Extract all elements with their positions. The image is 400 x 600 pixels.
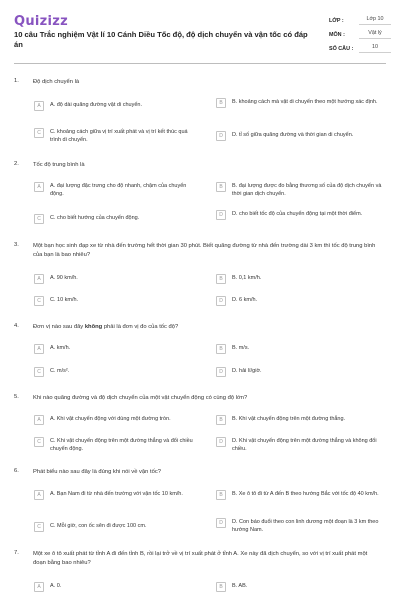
option-letter-box: D — [216, 131, 226, 141]
option-text: B. AB. — [232, 583, 248, 589]
question-number: 6. — [14, 468, 19, 474]
option-text: B. 0,1 km/h. — [232, 275, 262, 281]
option-text: C. cho biết hướng của chuyển động. — [50, 215, 140, 221]
meta-grade-value: Lớp 10 — [359, 16, 391, 25]
option-letter-box: A — [34, 344, 44, 354]
option-text: D. Khi vật chuyển động trên một đường thẳng và không đổi chiều. — [232, 438, 377, 453]
option-letter-box: D — [216, 437, 226, 447]
option-letter-box: A — [34, 182, 44, 192]
option-text: D. hải lí/giờ. — [232, 368, 262, 374]
option-letter-box: B — [216, 582, 226, 592]
option-text: B. Khi vật chuyển động trên một đường thẳng. — [232, 416, 346, 422]
option-letter-box: C — [34, 522, 44, 532]
option-text: C. 10 km/h. — [50, 297, 79, 303]
question-text-post: phải là đơn vị đo của tốc độ? — [102, 324, 179, 330]
option-text: D. Con báo đuổi theo con linh dương một đoạn là 3 km theo hướng Nam. — [232, 519, 379, 534]
question-number: 7. — [14, 550, 19, 556]
option-letter-box: D — [216, 367, 226, 377]
option-letter-box: B — [216, 98, 226, 108]
question-text: Một xe ô tô xuất phát từ tỉnh A đi đến tỉnh B, rồi lại trở về vị trí xuất phát ở tỉnh A. Xe này đã dịch chuyển, so với vị trí xuất phát một đoạn bằng bao nhiêu? — [33, 551, 368, 566]
option-text: B. khoảng cách mà vật di chuyển theo một hướng xác định. — [232, 99, 378, 105]
meta-count-label: SỐ CÂU : — [329, 46, 354, 52]
option-text: D. 6 km/h. — [232, 297, 258, 303]
option-text: D. tỉ số giữa quãng đường và thời gian di chuyển. — [232, 132, 354, 138]
option-text: B. Xe ô tô đi từ A đến B theo hướng Bắc với tốc độ 40 km/h. — [232, 491, 379, 497]
option-letter-box: C — [34, 367, 44, 377]
option-letter-box: A — [34, 490, 44, 500]
option-letter-box: C — [34, 128, 44, 138]
header — [0, 0, 400, 60]
option-letter-box: B — [216, 415, 226, 425]
option-letter-box: B — [216, 344, 226, 354]
option-letter-box: B — [216, 274, 226, 284]
option-letter-box: A — [34, 582, 44, 592]
question-number: 3. — [14, 242, 19, 248]
question-text-emphasis: không — [84, 324, 103, 330]
question-number: 1. — [14, 78, 19, 84]
question-text: Khi nào quãng đường và độ dịch chuyển của một vật chuyển động có cùng độ lớn? — [33, 395, 248, 401]
option-text: A. Bạn Nam đi từ nhà đến trường với vận tốc 10 km/h. — [50, 491, 183, 497]
option-letter-box: C — [34, 296, 44, 306]
question-text: Tốc độ trung bình là — [33, 162, 85, 168]
option-letter-box: B — [216, 182, 226, 192]
option-letter-box: D — [216, 518, 226, 528]
option-text: C. Mỗi giờ, con ốc sên đi được 100 cm. — [50, 523, 147, 529]
option-text: A. độ dài quãng đường vật di chuyển. — [50, 102, 142, 108]
quizizz-logo: Quizizz — [14, 14, 69, 29]
question-text — [33, 323, 377, 332]
option-text: C. khoảng cách giữa vị trí xuất phát và vị trí kết thúc quá trình di chuyển. — [50, 129, 188, 144]
option-text: A. km/h. — [50, 345, 71, 351]
meta-count-value: 10 — [359, 44, 391, 53]
option-text: C. Khi vật chuyển động trên một đường thẳng và đổi chiều chuyển động. — [50, 438, 193, 453]
document-title: 10 câu Trắc nghiệm Vật lí 10 Cánh Diều Tốc độ, độ dịch chuyển và vận tốc có đáp án — [14, 30, 308, 49]
question-text: Độ dịch chuyển là — [33, 79, 80, 85]
option-letter-box: C — [34, 437, 44, 447]
option-letter-box: B — [216, 490, 226, 500]
question-number: 5. — [14, 394, 19, 400]
question-text: Một bạn học sinh đạp xe từ nhà đến trường hết thời gian 30 phút. Biết quãng đường từ nhà đến trường dài 3 km thì tốc độ trung bình của bạn là bao nhiêu? — [33, 243, 376, 258]
option-letter-box: A — [34, 415, 44, 425]
option-text: A. 0. — [50, 583, 62, 589]
meta-grade-label: LỚP : — [329, 18, 344, 24]
option-letter-box: A — [34, 274, 44, 284]
option-letter-box: D — [216, 210, 226, 220]
option-text: A. đại lượng đặc trưng cho độ nhanh, chậm của chuyển động. — [50, 183, 187, 198]
question-number: 2. — [14, 161, 19, 167]
option-letter-box: A — [34, 101, 44, 111]
question-text-pre: Đơn vị nào sau đây — [33, 324, 85, 330]
option-text: B. đại lượng được đo bằng thương số của độ dịch chuyển và thời gian dịch chuyển. — [232, 183, 382, 198]
option-text: A. 90 km/h. — [50, 275, 78, 281]
meta-subject-value: Vật lý — [359, 30, 391, 39]
option-text: A. Khi vật chuyển động với dùng một đường tròn. — [50, 416, 171, 422]
option-letter-box: C — [34, 214, 44, 224]
option-letter-box: D — [216, 296, 226, 306]
question-number: 4. — [14, 323, 19, 329]
option-text: D. cho biết tốc độ của chuyển động tại một thời điểm. — [232, 211, 363, 217]
option-text: C. m/s². — [50, 368, 70, 374]
question-text: Phát biểu nào sau đây là đúng khi nói về vận tốc? — [33, 469, 161, 475]
option-text: B. m/s. — [232, 345, 250, 351]
header-divider — [14, 63, 386, 64]
meta-subject-label: MÔN : — [329, 32, 345, 38]
